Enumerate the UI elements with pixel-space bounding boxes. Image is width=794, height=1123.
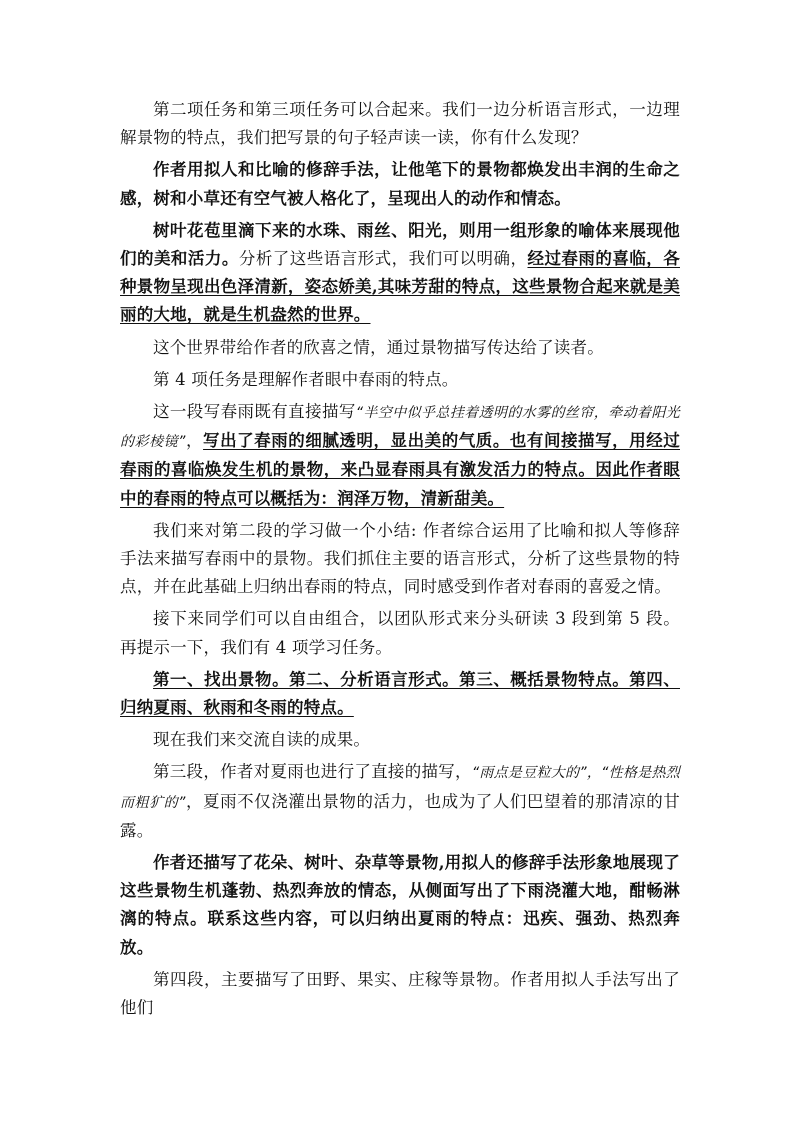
paragraph-12: 作者还描写了花朵、树叶、杂草等景物,用拟人的修辞手法形象地展现了这些景物生机蓬勃、热烈奔放的情态，从侧面写出了下雨浇灌大地，酣畅淋漓的特点。联系这些内容，可以归纳出夏雨的特点：迅疾、强劲、热烈奔放。	[120, 853, 680, 957]
document-body	[120, 96, 680, 1026]
paragraph-6-part-a: 这一段写春雨既有直接描写	[153, 402, 356, 422]
paragraph-3-part-b: 分析了这些语言形式，我们可以明确，	[238, 249, 528, 269]
paragraph-5: 第 4 项任务是理解作者眼中春雨的特点。	[153, 369, 459, 389]
quote-summer-rain: “雨点是豆粒大的”，“性格是热烈而粗犷的”	[120, 765, 680, 811]
quote-spring-rain: “半空中似乎总挂着透明的水雾的丝帘，牵动着阳光的彩棱镜”	[120, 405, 680, 451]
paragraph-11-part-a: 第三段，作者对夏雨也进行了直接的描写，	[153, 762, 472, 782]
paragraph-13: 第四段，主要描写了田野、果实、庄稼等景物。作者用拟人手法写出了他们	[120, 969, 680, 1018]
paragraph-11-part-c: ，夏雨不仅浇灌出景物的活力，也成为了人们巴望着的那清凉的甘露。	[120, 791, 680, 840]
paragraph-6-part-d: 写出了春雨的细腻透明，显出美的气质。也有间接描写，用经过春雨的喜临焕发生机的景物，来凸显春雨具有激发活力的特点。因此作者眼中的春雨的特点可以概括为：润泽万物，清新甜美。	[120, 431, 680, 508]
paragraph-4: 这个世界带给作者的欣喜之情，通过景物描写传达给了读者。	[153, 337, 604, 357]
paragraph-8: 接下来同学们可以自由组合，以团队形式来分头研读 3 段到第 5 段。再提示一下，我们有 4 项学习任务。	[120, 609, 680, 657]
paragraph-3-part-c: 经过春雨的喜临，各种景物呈现出色泽清新，姿态娇美,其味芳甜的特点，这些景物合起来就是美丽的大地，就是生机盎然的世界。	[120, 249, 680, 325]
paragraph-6	[120, 398, 680, 513]
paragraph-1: 第二项任务和第三项任务可以合起来。我们一边分析语言形式，一边理解景物的特点，我们把写景的句子轻声读一读，你有什么发现？	[120, 100, 680, 148]
paragraph-2: 作者用拟人和比喻的修辞手法，让他笔下的景物都焕发出丰润的生命之感，树和小草还有空气被人格化了，呈现出人的动作和情态。	[120, 160, 680, 208]
paragraph-3-part-a: 树叶花苞里滴下来的水珠、雨丝、阳光，则用一组形象的喻体来展现他们的美和活力。	[120, 220, 680, 269]
paragraph-6-part-c: ，	[185, 431, 204, 451]
paragraph-10: 现在我们来交流自读的成果。	[153, 730, 371, 750]
paragraph-7: 我们来对第二段的学习做一个小结: 作者综合运用了比喻和拟人等修辞手法来描写春雨中的景物。我们抓住主要的语言形式，分析了这些景物的特点，并在此基础上归纳出春雨的特点，同时感受到作者对春雨的喜爱之情。	[120, 520, 680, 597]
paragraph-3	[120, 217, 680, 330]
paragraph-9: 第一、找出景物。第二、分析语言形式。第三、概括景物特点。第四、归纳夏雨、秋雨和冬雨的特点。	[120, 669, 680, 718]
paragraph-11	[120, 758, 680, 845]
